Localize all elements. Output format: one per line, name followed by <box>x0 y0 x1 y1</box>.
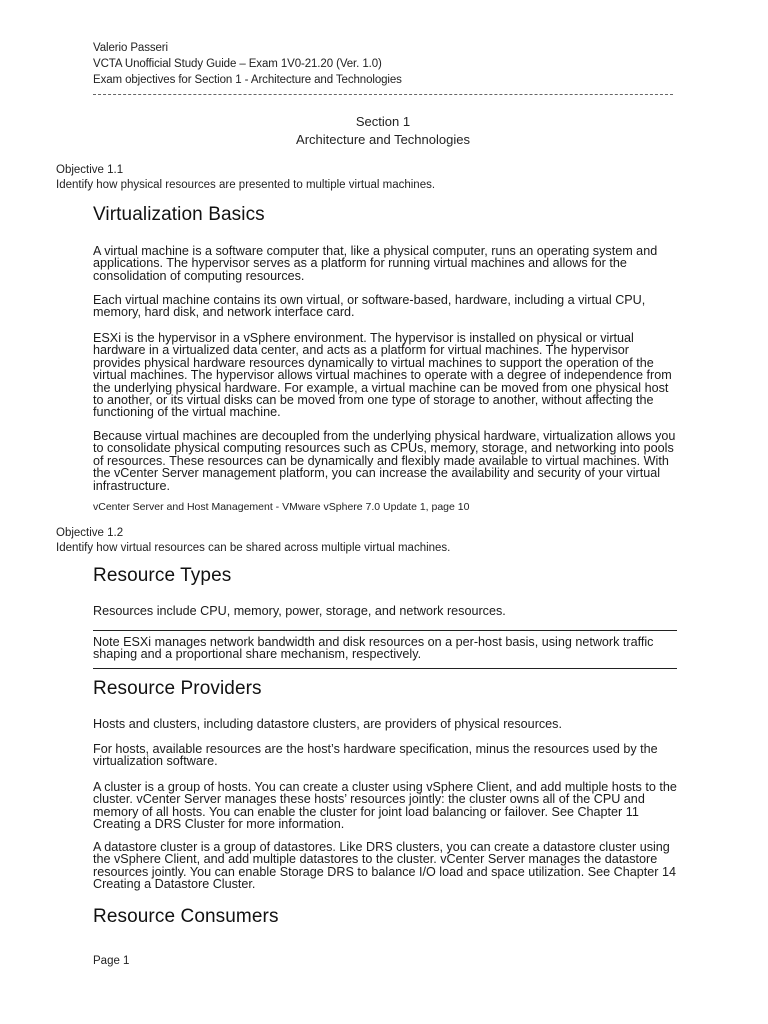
objective-1-1-label: Objective 1.1 <box>56 164 124 176</box>
virtualization-basics-paragraph-1: A virtual machine is a software computer that, like a physical computer, runs an operating system and applications. The hypervisor serves as a platform for running virtual machines and allows for the consolidation of computing resources. <box>93 244 658 283</box>
objective-1-1-description: Identify how physical resources are presented to multiple virtual machines. <box>56 179 436 191</box>
resource-providers-paragraph-4: A datastore cluster is a group of datastores. Like DRS clusters, you can create a datastore cluster using the vSphere Client, and add multiple datastores to the cluster. vCenter Server manages the datastore resources jointly. You can enable Storage DRS to balance I/O load and space utilization. See Chapter 14 Creating a Datastore Cluster. <box>93 840 676 892</box>
objective-1-2-label: Objective 1.2 <box>56 527 124 539</box>
virtualization-basics-citation: vCenter Server and Host Management - VMware vSphere 7.0 Update 1, page 10 <box>93 501 470 513</box>
resource-types-paragraph-1: Resources include CPU, memory, power, storage, and network resources. <box>93 604 506 618</box>
virtualization-basics-paragraph-2: Each virtual machine contains its own virtual, or software-based, hardware, including a virtual CPU, memory, hard disk, and network interface card. <box>93 293 646 320</box>
heading-resource-consumers: Resource Consumers <box>93 906 279 927</box>
resource-types-note: Note ESXi manages network bandwidth and disk resources on a per-host basis, using network traffic shaping and a proportional share mechanism, respectively. <box>93 635 654 662</box>
header-divider <box>93 94 673 95</box>
note-bottom-rule <box>93 668 677 669</box>
resource-providers-paragraph-1: Hosts and clusters, including datastore clusters, are providers of physical resources. <box>93 717 562 731</box>
heading-resource-types: Resource Types <box>93 565 232 586</box>
note-top-rule <box>93 630 677 631</box>
objective-1-2-description: Identify how virtual resources can be shared across multiple virtual machines. <box>56 542 451 554</box>
section-title: Architecture and Technologies <box>296 132 470 147</box>
virtualization-basics-paragraph-4: Because virtual machines are decoupled from the underlying physical hardware, virtualization allows you to consolidate physical computing resources such as CPUs, memory, storage, and networking into pools of resources. These resources can be dynamically and flexibly made available to virtual machines. With the vCenter Server management platform, you can increase the availability and security of your virtual infrastructure. <box>93 429 676 493</box>
heading-resource-providers: Resource Providers <box>93 678 262 699</box>
page-number: Page 1 <box>93 955 130 967</box>
resource-providers-paragraph-2: For hosts, available resources are the host’s hardware specification, minus the resources used by the virtualization software. <box>93 742 658 769</box>
heading-virtualization-basics: Virtualization Basics <box>93 204 265 225</box>
virtualization-basics-paragraph-3: ESXi is the hypervisor in a vSphere environment. The hypervisor is installed on physical or virtual hardware in a virtualized data center, and acts as a platform for virtual machines. The hypervisor provides physical hardware resources dynamically to virtual machines to support the operation of the virtual machines. The hypervisor allows virtual machines to operate with a degree of independence from the underlying physical hardware. For example, a virtual machine can be moved from one physical host to another, or its virtual disks can be moved from one type of storage to another, without affecting the functioning of the virtual machine. <box>93 331 672 420</box>
header-guide-title: VCTA Unofficial Study Guide – Exam 1V0-21.20 (Ver. 1.0) <box>93 58 382 70</box>
header-objectives-line: Exam objectives for Section 1 - Architecture and Technologies <box>93 74 402 86</box>
header-author: Valerio Passeri <box>93 42 168 54</box>
resource-providers-paragraph-3: A cluster is a group of hosts. You can create a cluster using vSphere Client, and add multiple hosts to the cluster. vCenter Server manages these hosts’ resources jointly: the cluster owns all of the CPU and memory of all hosts. You can enable the cluster for joint load balancing or failover. See Chapter 11 Creating a DRS Cluster for more information. <box>93 780 677 832</box>
section-number: Section 1 <box>355 114 411 129</box>
